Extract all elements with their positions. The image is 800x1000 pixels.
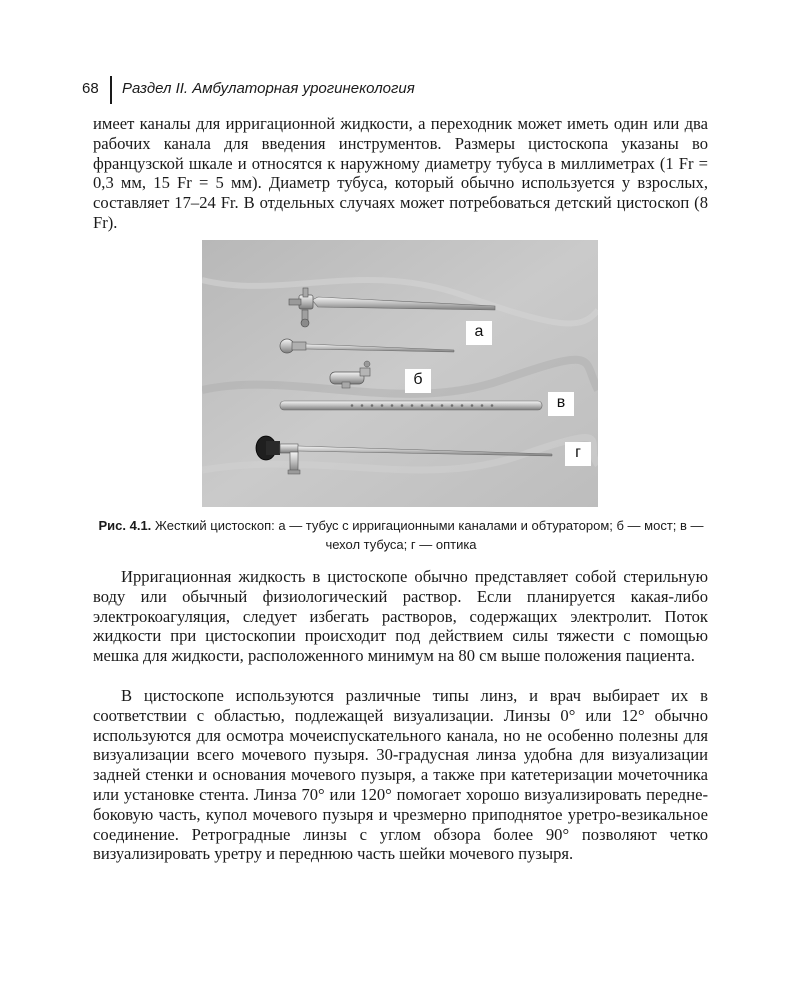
figure-label-a: а — [466, 321, 492, 345]
page-header — [82, 76, 722, 106]
page-number: 68 — [82, 80, 99, 97]
figure-caption-text: Жесткий цистоскоп: а — тубус с ирригационными каналами и обтуратором; б — мост; в — чехол тубуса; г — оптика — [154, 518, 704, 552]
sheath-tube — [280, 401, 542, 410]
figure-cystoscope-photo — [202, 240, 598, 507]
paragraph-lenses: В цистоскопе используются различные типы линз, и врач выбирает их в соответствии с областью, подлежащей визуализации. Линзы 0° или 12° обычно используются для осмотра мочеиспускательного канала, но не особенно полезны для визуализации всего мочевого пузыря. 30-градусная линза удобна для визуализации задней стенки и основания мочевого пузыря, а также при катетеризации мочеточника или установке стента. Линза 70° или 120° помогает хорошо визуализировать переднебоковую часть, купол мочевого пузыря и чрезмерно приподнятое уретро-везикальное соединение. Ретроградные линзы с углом обзора более 90° позволяют четко визуализировать уретру и переднюю часть шейки мочевого пузыря. — [93, 686, 708, 864]
figure-label-v: в — [548, 392, 574, 416]
header-divider — [110, 76, 112, 104]
figure-label-g: г — [565, 442, 591, 466]
paragraph-irrigation: Ирригационная жидкость в цистоскопе обычно представляет собой стерильную воду или обычный физиологический раствор. Если планируется какая-либо электрокоагуляция, следует избегать растворов, содержащих электролит. Поток жидкости при цистоскопии происходит под действием силы тяжести с помощью мешка для жидкости, расположенного минимум на 80 см выше положения пациента. — [93, 567, 708, 666]
cystoscope-photo-illustration — [202, 240, 598, 507]
figure-caption — [82, 516, 720, 554]
paragraph-continued: имеет каналы для ирригационной жидкости, а переходник может иметь один или два рабочих канала для введения инструментов. Размеры цистоскопа указаны во французской шкале и относятся к наружному диаметру тубуса в миллиметрах (1 Fr = 0,3 мм, 15 Fr = 5 мм). Диаметр тубуса, который обычно используется у взрослых, составляет 17–24 Fr. В отдельных случаях может потребоваться детский цистоскоп (8 Fr). — [93, 114, 708, 232]
running-title: Раздел II. Амбулаторная урогинекология — [122, 80, 415, 97]
figure-caption-number: Рис. 4.1. — [98, 518, 152, 533]
figure-label-b: б — [405, 369, 431, 393]
